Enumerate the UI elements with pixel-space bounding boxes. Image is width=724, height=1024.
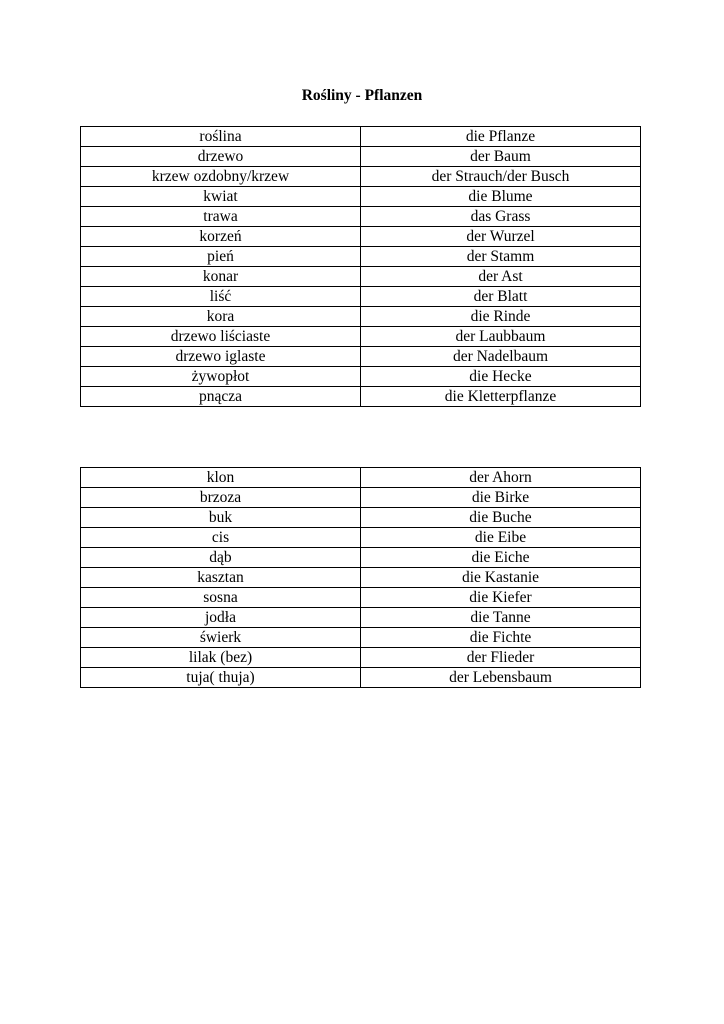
polish-term-cell: roślina	[81, 127, 361, 147]
polish-term-cell: kasztan	[81, 568, 361, 588]
german-term-cell: die Tanne	[361, 608, 641, 628]
table-row	[81, 668, 641, 688]
german-term-cell: der Stamm	[361, 247, 641, 267]
german-term-cell: die Hecke	[361, 367, 641, 387]
german-term-cell: die Birke	[361, 488, 641, 508]
polish-term-cell: cis	[81, 528, 361, 548]
polish-term-cell: buk	[81, 508, 361, 528]
german-term-cell: der Flieder	[361, 648, 641, 668]
table-row	[81, 187, 641, 207]
polish-term-cell: pień	[81, 247, 361, 267]
german-term-cell: der Ahorn	[361, 468, 641, 488]
table-row	[81, 608, 641, 628]
table-row	[81, 387, 641, 407]
table-row	[81, 367, 641, 387]
german-term-cell: der Laubbaum	[361, 327, 641, 347]
german-term-cell: die Kastanie	[361, 568, 641, 588]
polish-term-cell: świerk	[81, 628, 361, 648]
table-row	[81, 648, 641, 668]
table-row	[81, 327, 641, 347]
polish-term-cell: jodła	[81, 608, 361, 628]
table-row	[81, 508, 641, 528]
german-term-cell: der Lebensbaum	[361, 668, 641, 688]
german-term-cell: der Blatt	[361, 287, 641, 307]
german-term-cell: der Ast	[361, 267, 641, 287]
table-row	[81, 548, 641, 568]
polish-term-cell: trawa	[81, 207, 361, 227]
polish-term-cell: lilak (bez)	[81, 648, 361, 668]
polish-term-cell: liść	[81, 287, 361, 307]
polish-term-cell: pnącza	[81, 387, 361, 407]
german-term-cell: der Wurzel	[361, 227, 641, 247]
polish-term-cell: żywopłot	[81, 367, 361, 387]
polish-term-cell: drzewo liściaste	[81, 327, 361, 347]
german-term-cell: die Fichte	[361, 628, 641, 648]
german-term-cell: die Kletterpflanze	[361, 387, 641, 407]
table-row	[81, 227, 641, 247]
table-row	[81, 588, 641, 608]
table-row	[81, 147, 641, 167]
german-term-cell: das Grass	[361, 207, 641, 227]
table-row	[81, 628, 641, 648]
polish-term-cell: klon	[81, 468, 361, 488]
polish-term-cell: drzewo iglaste	[81, 347, 361, 367]
table-row	[81, 528, 641, 548]
polish-term-cell: dąb	[81, 548, 361, 568]
table-row	[81, 207, 641, 227]
polish-term-cell: brzoza	[81, 488, 361, 508]
german-term-cell: die Blume	[361, 187, 641, 207]
german-term-cell: die Pflanze	[361, 127, 641, 147]
table-row	[81, 468, 641, 488]
table-row	[81, 267, 641, 287]
polish-term-cell: drzewo	[81, 147, 361, 167]
polish-term-cell: krzew ozdobny/krzew	[81, 167, 361, 187]
german-term-cell: die Rinde	[361, 307, 641, 327]
polish-term-cell: konar	[81, 267, 361, 287]
page-title: Rośliny - Pflanzen	[301, 87, 423, 104]
german-term-cell: die Eibe	[361, 528, 641, 548]
table-row	[81, 568, 641, 588]
table-row	[81, 307, 641, 327]
polish-term-cell: korzeń	[81, 227, 361, 247]
polish-term-cell: kora	[81, 307, 361, 327]
german-term-cell: die Eiche	[361, 548, 641, 568]
vocabulary-table-plants	[80, 126, 641, 407]
table-row	[81, 347, 641, 367]
table-row	[81, 127, 641, 147]
table-row	[81, 287, 641, 307]
vocabulary-table-trees	[80, 467, 641, 688]
german-term-cell: die Kiefer	[361, 588, 641, 608]
polish-term-cell: sosna	[81, 588, 361, 608]
polish-term-cell: tuja( thuja)	[81, 668, 361, 688]
table-row	[81, 167, 641, 187]
table-row	[81, 488, 641, 508]
german-term-cell: der Strauch/der Busch	[361, 167, 641, 187]
german-term-cell: die Buche	[361, 508, 641, 528]
german-term-cell: der Baum	[361, 147, 641, 167]
german-term-cell: der Nadelbaum	[361, 347, 641, 367]
polish-term-cell: kwiat	[81, 187, 361, 207]
table-row	[81, 247, 641, 267]
